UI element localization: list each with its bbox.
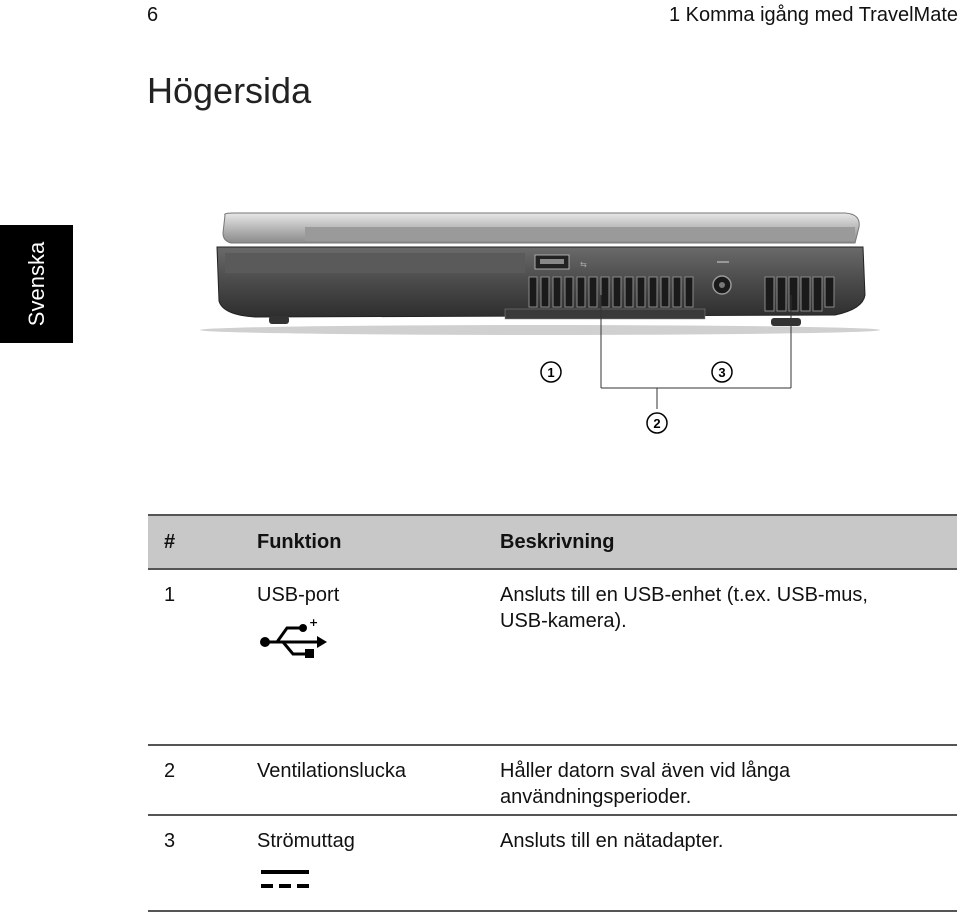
function-table [148,514,957,912]
language-tab [0,225,73,343]
callout-1 [541,362,561,382]
row-description-line-1: Ansluts till en nätadapter. [500,830,724,852]
laptop-right-side-figure [195,205,895,445]
foot-right [771,318,801,326]
row-number: 2 [148,745,257,815]
row-function-cell [257,815,500,911]
svg-text:+: + [309,618,319,629]
row-description-cell [500,745,957,815]
row-function: Ventilationslucka [257,745,500,815]
running-header: 1 Komma igång med TravelMate [668,4,958,26]
page-number: 6 [147,4,159,26]
bottom-vent-strip [505,309,705,319]
header-description: Beskrivning [500,515,957,569]
row-number: 1 [148,569,257,745]
table-row [148,745,957,815]
callout-2-label: 2 [653,416,661,431]
row-function-cell [257,569,500,745]
table-row [148,569,957,745]
dc-power-icon [257,864,313,898]
row-description-line-2: USB-kamera). [500,610,627,632]
callout-3-label: 3 [718,365,726,380]
row-description-line-1: Ansluts till en USB-enhet (t.ex. USB-mus, [500,584,868,606]
foot-left [269,316,289,324]
row-function: Strömuttag [257,830,355,852]
section-title: Högersida [147,70,312,111]
table-row [148,815,957,911]
header-number: # [148,515,257,569]
row-number: 3 [148,815,257,911]
table-header-row [148,515,957,569]
laptop-shadow [200,325,880,335]
row-description-cell [500,815,957,911]
row-description-line-2: användningsperioder. [500,786,692,808]
language-tab-label: Svenska [23,241,49,327]
callout-1-label: 1 [547,365,555,380]
row-description-line-1: Håller datorn sval även vid långa [500,760,791,782]
header-function: Funktion [257,515,500,569]
row-description-cell [500,569,957,745]
svg-text:⇆: ⇆ [580,260,587,269]
callout-3 [712,362,732,382]
callout-2 [647,413,667,433]
usb-icon [257,618,329,662]
row-function: USB-port [257,584,340,606]
